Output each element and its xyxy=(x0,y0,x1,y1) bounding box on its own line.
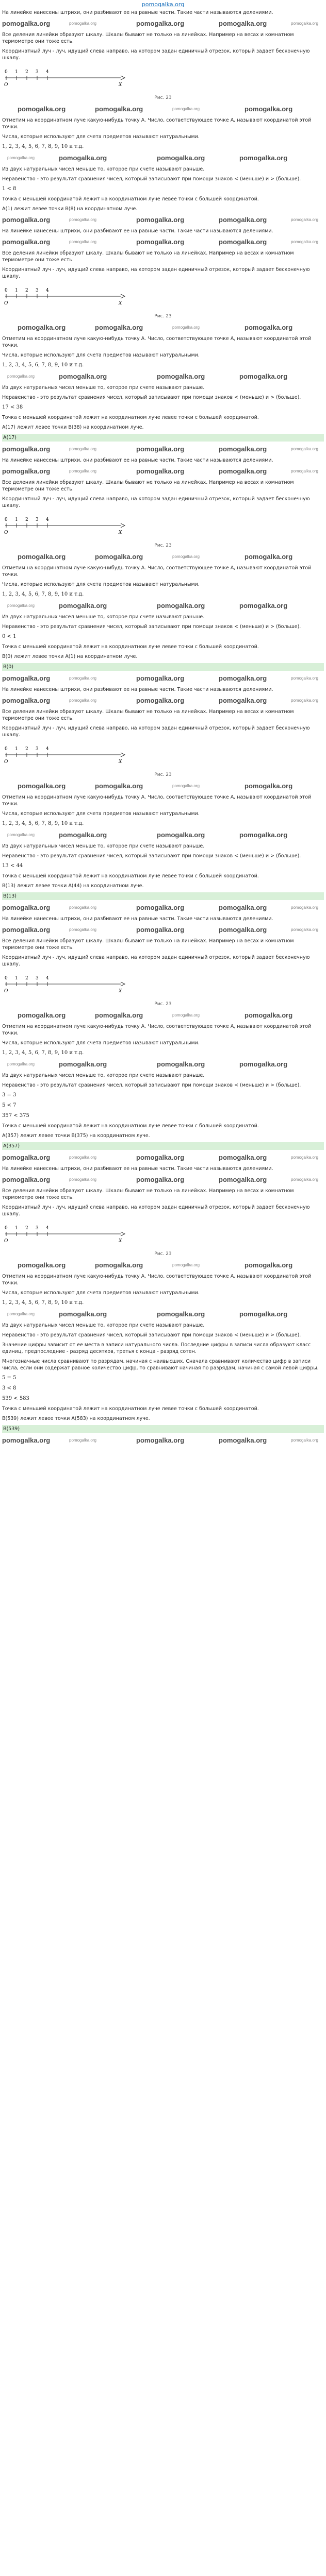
math-line: 1 < 8 xyxy=(2,186,17,192)
paragraph: Числа, которые используют для счета предметов называют натуральными. xyxy=(2,352,200,358)
ray-arrow-icon xyxy=(121,1232,125,1236)
watermark-text: pomogalka.org xyxy=(172,107,200,111)
tick-label: 2 xyxy=(25,517,28,522)
watermark-text: pomogalka.org xyxy=(7,603,35,608)
watermark-text: pomogalka.org xyxy=(244,553,293,561)
watermark-text: pomogalka.org xyxy=(59,154,107,162)
paragraph: Точка с меньшей координатой лежит на координатном луче левее точки с большей координатой. xyxy=(2,644,259,650)
watermark-text: pomogalka.org xyxy=(69,698,96,703)
paragraph: На линейке нанесены штрихи, они разбивают ее на равные части. Такие части называются делениями. xyxy=(2,457,273,463)
watermark-row xyxy=(2,105,324,116)
watermark-text: pomogalka.org xyxy=(219,1154,267,1161)
watermark-text: pomogalka.org xyxy=(239,1310,288,1318)
paragraph: B(0) лежит левее точки A(1) на координатном луче. xyxy=(2,654,138,659)
highlighted-answer: B(0) xyxy=(2,663,324,671)
paragraph: Из двух натуральных чисел меньше то, которое при счете называют раньше. xyxy=(2,614,205,620)
x-label: X xyxy=(119,759,122,765)
watermark-text: pomogalka.org xyxy=(69,217,96,222)
watermark-text: pomogalka.org xyxy=(136,20,185,27)
ray-arrow-icon xyxy=(121,76,125,80)
tick-label: 2 xyxy=(25,747,28,752)
watermark-text: pomogalka.org xyxy=(219,467,267,475)
watermark-text: pomogalka.org xyxy=(136,467,185,475)
math-line: 13 < 44 xyxy=(2,863,23,869)
highlighted-answer: B(13) xyxy=(2,892,324,900)
watermark-text: pomogalka.org xyxy=(172,1263,200,1267)
watermark-row xyxy=(2,323,324,334)
watermark-text: pomogalka.org xyxy=(2,20,51,27)
watermark-row xyxy=(2,782,324,793)
watermark-text: pomogalka.org xyxy=(291,447,318,451)
watermark-text: pomogalka.org xyxy=(291,1438,318,1443)
theory-block xyxy=(2,1165,324,1338)
watermark-text: pomogalka.org xyxy=(69,927,96,932)
math-line: 5 = 5 xyxy=(2,1375,17,1381)
paragraph: Рис. 23 xyxy=(154,1251,172,1257)
math-line: 3 = 3 xyxy=(2,1092,17,1098)
watermark-text: pomogalka.org xyxy=(7,1312,35,1316)
watermark-text: pomogalka.org xyxy=(157,372,205,380)
document-body xyxy=(2,9,324,1447)
watermark-text: pomogalka.org xyxy=(291,676,318,681)
watermark-text: pomogalka.org xyxy=(69,447,96,451)
tick-label: 0 xyxy=(5,747,8,752)
watermark-text: pomogalka.org xyxy=(18,324,66,331)
paragraph: Координатный луч - луч, идущий слева направо, на котором задан единичный отрезок, который задает бесконечную шкалу. xyxy=(2,48,310,61)
paragraph: Неравенство - это результат сравнения чисел, который записывают при помощи знаков < (меньше) и > (больше). xyxy=(2,853,301,859)
watermark-text: pomogalka.org xyxy=(219,216,267,224)
theory-block xyxy=(2,686,324,859)
watermark-text: pomogalka.org xyxy=(7,156,35,160)
watermark-text: pomogalka.org xyxy=(157,602,205,609)
watermark-text: pomogalka.org xyxy=(2,238,51,246)
paragraph: Из двух натуральных чисел меньше то, которое при счете называют раньше. xyxy=(2,385,205,391)
paragraph: Координатный луч - луч, идущий слева направо, на котором задан единичный отрезок, который задает бесконечную шкалу. xyxy=(2,267,310,279)
watermark-text: pomogalka.org xyxy=(2,926,51,934)
math-line: 1, 2, 3, 4, 5, 6, 7, 8, 9, 10 и т.д. xyxy=(2,1050,84,1056)
watermark-text: pomogalka.org xyxy=(172,325,200,330)
paragraph: Числа, которые используют для счета предметов называют натуральными. xyxy=(2,811,200,817)
paragraph: A(1) лежит левее точки B(8) на координатном луче. xyxy=(2,206,138,212)
watermark-text: pomogalka.org xyxy=(239,602,288,609)
watermark-row xyxy=(2,925,324,937)
watermark-text: pomogalka.org xyxy=(172,784,200,788)
tick-label: 3 xyxy=(36,517,39,522)
paragraph: Числа, которые используют для счета предметов называют натуральными. xyxy=(2,1040,200,1046)
tick-label: 1 xyxy=(15,747,18,752)
paragraph: Отметим на координатном луче какую-нибудь точку А. Число, соответствующее точке А, называют координатой этой точки. xyxy=(2,336,312,348)
tick-label: 1 xyxy=(15,1226,18,1231)
watermark-row xyxy=(2,215,324,227)
paragraph: B(13) лежит левее точки A(44) на координатном луче. xyxy=(2,883,144,889)
tick-label: 4 xyxy=(46,1226,49,1231)
watermark-text: pomogalka.org xyxy=(95,105,143,113)
paragraph: Все деления линейки образуют шкалу. Шкалы бывают не только на линейках. Например на весах и комнатном термометре они тоже есть. xyxy=(2,1188,294,1200)
watermark-text: pomogalka.org xyxy=(69,469,96,473)
highlighted-answer: A(357) xyxy=(2,1142,324,1150)
coordinate-ray-figure xyxy=(2,971,324,997)
watermark-text: pomogalka.org xyxy=(7,374,35,379)
watermark-text: pomogalka.org xyxy=(59,602,107,609)
x-label: X xyxy=(119,989,122,994)
paragraph: Все деления линейки образуют шкалу. Шкалы бывают не только на линейках. Например на весах и комнатном термометре они тоже есть. xyxy=(2,480,294,492)
coordinate-ray-figure xyxy=(2,1221,324,1247)
tick-label: 0 xyxy=(5,517,8,522)
tick-label: 4 xyxy=(46,747,49,752)
watermark-text: pomogalka.org xyxy=(157,831,205,839)
math-line: 1, 2, 3, 4, 5, 6, 7, 8, 9, 10 и т.д. xyxy=(2,591,84,597)
math-line: 5 < 7 xyxy=(2,1103,17,1108)
watermark-text: pomogalka.org xyxy=(219,674,267,682)
tick-label: 2 xyxy=(25,288,28,293)
paragraph: Отметим на координатном луче какую-нибудь точку А. Число, соответствующее точке А, называют координатой этой точки. xyxy=(2,117,312,130)
paragraph: На линейке нанесены штрихи, они разбивают ее на равные части. Такие части называются делениями. xyxy=(2,1166,273,1172)
watermark-row xyxy=(2,674,324,685)
paragraph: Из двух натуральных чисел меньше то, которое при счете называют раньше. xyxy=(2,1073,205,1078)
paragraph: Многозначные числа сравнивают по разрядам, начиная с наивысших. Сначала сравнивают количество цифр в записи числа, если они содержат равное количество цифр, то сравнивают начиная по разрядам, начиная с самой левой цифры. xyxy=(2,1359,319,1371)
watermark-text: pomogalka.org xyxy=(244,105,293,113)
watermark-text: pomogalka.org xyxy=(291,905,318,910)
tick-label: 0 xyxy=(5,288,8,293)
watermark-text: pomogalka.org xyxy=(239,372,288,380)
paragraph: На линейке нанесены штрихи, они разбивают ее на равные части. Такие части называются делениями. xyxy=(2,228,273,234)
x-label: X xyxy=(119,530,122,535)
paragraph: Рис. 23 xyxy=(154,314,172,319)
math-line: 1, 2, 3, 4, 5, 6, 7, 8, 9, 10 и т.д. xyxy=(2,144,84,149)
watermark-text: pomogalka.org xyxy=(18,105,66,113)
watermark-text: pomogalka.org xyxy=(291,698,318,703)
tick-label: 3 xyxy=(36,288,39,293)
paragraph: Числа, которые используют для счета предметов называют натуральными. xyxy=(2,582,200,587)
watermark-text: pomogalka.org xyxy=(157,154,205,162)
paragraph: На линейке нанесены штрихи, они разбивают ее на равные части. Такие части называются делениями. xyxy=(2,687,273,692)
watermark-text: pomogalka.org xyxy=(136,216,185,224)
tick-label: 2 xyxy=(25,1226,28,1231)
watermark-row xyxy=(2,1436,324,1447)
watermark-text: pomogalka.org xyxy=(2,216,51,224)
tick-label: 1 xyxy=(15,517,18,522)
x-label: X xyxy=(119,301,122,306)
paragraph: Неравенство - это результат сравнения чисел, который записывают при помощи знаков < (меньше) и > (больше). xyxy=(2,1082,301,1088)
math-line: 3 < 8 xyxy=(2,1385,17,1391)
watermark-row xyxy=(2,552,324,564)
theory-block xyxy=(2,9,324,182)
watermark-text: pomogalka.org xyxy=(95,553,143,561)
watermark-text: pomogalka.org xyxy=(172,554,200,559)
watermark-text: pomogalka.org xyxy=(95,324,143,331)
paragraph: Все деления линейки образуют шкалу. Шкалы бывают не только на линейках. Например на весах и комнатном термометре они тоже есть. xyxy=(2,938,294,951)
watermark-text: pomogalka.org xyxy=(59,1310,107,1318)
watermark-text: pomogalka.org xyxy=(244,782,293,790)
watermark-row xyxy=(2,1310,324,1321)
paragraph: Неравенство - это результат сравнения чисел, который записывают при помощи знаков < (меньше) и > (больше). xyxy=(2,395,301,400)
paragraph: Рис. 23 xyxy=(154,1002,172,1007)
math-line: 1, 2, 3, 4, 5, 6, 7, 8, 9, 10 и т.д. xyxy=(2,821,84,826)
watermark-text: pomogalka.org xyxy=(219,238,267,246)
paragraph: Отметим на координатном луче какую-нибудь точку А. Число, соответствующее точке А, называют координатой этой точки. xyxy=(2,565,312,578)
highlighted-answer: B(539) xyxy=(2,1425,324,1433)
watermark-text: pomogalka.org xyxy=(18,1011,66,1019)
theory-block xyxy=(2,228,324,401)
origin-label: O xyxy=(4,759,8,765)
watermark-row xyxy=(2,1261,324,1272)
watermark-text: pomogalka.org xyxy=(95,1261,143,1269)
watermark-row xyxy=(2,445,324,456)
tick-label: 3 xyxy=(36,1226,39,1231)
watermark-text: pomogalka.org xyxy=(157,1310,205,1318)
watermark-text: pomogalka.org xyxy=(244,1011,293,1019)
math-line: 539 < 583 xyxy=(2,1396,29,1401)
watermark-text: pomogalka.org xyxy=(219,1436,267,1444)
math-line: 357 < 375 xyxy=(2,1113,29,1118)
watermark-text: pomogalka.org xyxy=(136,445,185,453)
tick-label: 0 xyxy=(5,1226,8,1231)
paragraph: Координатный луч - луч, идущий слева направо, на котором задан единичный отрезок, который задает бесконечную шкалу. xyxy=(2,496,310,509)
tick-label: 0 xyxy=(5,70,8,75)
paragraph: Неравенство - это результат сравнения чисел, который записывают при помощи знаков < (меньше) и > (больше). xyxy=(2,624,301,630)
x-label: X xyxy=(119,1239,122,1244)
paragraph: Координатный луч - луч, идущий слева направо, на котором задан единичный отрезок, который задает бесконечную шкалу. xyxy=(2,1205,310,1217)
paragraph: Координатный луч - луч, идущий слева направо, на котором задан единичный отрезок, который задает бесконечную шкалу. xyxy=(2,955,310,967)
paragraph: Значение цифры зависит от ее места в записи натурального числа. Последние цифры в записи числа образуют класс единиц, предпоследние - разряд десятков, третья с конца - разряд сотен. xyxy=(2,1342,311,1354)
paragraph: На линейке нанесены штрихи, они разбивают ее на равные части. Такие части называются делениями. xyxy=(2,10,273,15)
watermark-text: pomogalka.org xyxy=(2,445,51,453)
tick-label: 4 xyxy=(46,70,49,75)
origin-label: O xyxy=(4,301,8,306)
coordinate-ray-figure xyxy=(2,741,324,768)
tick-label: 2 xyxy=(25,70,28,75)
watermark-text: pomogalka.org xyxy=(136,1154,185,1161)
watermark-text: pomogalka.org xyxy=(2,467,51,475)
watermark-row xyxy=(2,1153,324,1164)
watermark-text: pomogalka.org xyxy=(2,1436,51,1444)
tick-label: 2 xyxy=(25,976,28,981)
paragraph: Отметим на координатном луче какую-нибудь точку А. Число, соответствующее точке А, называют координатой этой точки. xyxy=(2,794,312,807)
watermark-text: pomogalka.org xyxy=(18,553,66,561)
ray-arrow-icon xyxy=(121,753,125,757)
tick-label: 1 xyxy=(15,288,18,293)
watermark-text: pomogalka.org xyxy=(136,926,185,934)
origin-label: O xyxy=(4,1239,8,1244)
paragraph: Неравенство - это результат сравнения чисел, который записывают при помощи знаков < (меньше) и > (больше). xyxy=(2,176,301,182)
theory-block xyxy=(2,916,324,1089)
paragraph: Точка с меньшей координатой лежит на координатном луче левее точки с большей координатой. xyxy=(2,1123,259,1129)
watermark-text: pomogalka.org xyxy=(95,782,143,790)
watermark-text: pomogalka.org xyxy=(2,1154,51,1161)
paragraph: Точка с меньшей координатой лежит на координатном луче левее точки с большей координатой. xyxy=(2,873,259,879)
watermark-text: pomogalka.org xyxy=(219,697,267,704)
watermark-text: pomogalka.org xyxy=(291,217,318,222)
paragraph: Из двух натуральных чисел меньше то, которое при счете называют раньше. xyxy=(2,166,205,172)
math-line: 17 < 38 xyxy=(2,404,23,410)
watermark-text: pomogalka.org xyxy=(136,1176,185,1183)
origin-label: O xyxy=(4,82,8,88)
tick-label: 1 xyxy=(15,976,18,981)
ray-arrow-icon xyxy=(121,294,125,298)
watermark-text: pomogalka.org xyxy=(136,674,185,682)
coordinate-ray-figure xyxy=(2,512,324,539)
paragraph: Из двух натуральных чисел меньше то, которое при счете называют раньше. xyxy=(2,843,205,849)
paragraph: Из двух натуральных чисел меньше то, которое при счете называют раньше. xyxy=(2,1323,205,1328)
paragraph: Неравенство - это результат сравнения чисел, который записывают при помощи знаков < (меньше) и > (больше). xyxy=(2,1332,301,1338)
watermark-text: pomogalka.org xyxy=(18,1261,66,1269)
paragraph: Числа, которые используют для счета предметов называют натуральными. xyxy=(2,134,200,140)
coordinate-ray-figure xyxy=(2,64,324,91)
watermark-text: pomogalka.org xyxy=(2,904,51,911)
origin-label: O xyxy=(4,530,8,535)
coordinate-ray-figure xyxy=(2,283,324,310)
paragraph: На линейке нанесены штрихи, они разбивают ее на равные части. Такие части называются делениями. xyxy=(2,916,273,922)
origin-label: O xyxy=(4,989,8,994)
tick-label: 4 xyxy=(46,517,49,522)
watermark-text: pomogalka.org xyxy=(136,904,185,911)
watermark-row xyxy=(2,372,324,383)
watermark-row xyxy=(2,238,324,249)
watermark-row xyxy=(2,831,324,842)
math-line: 0 < 1 xyxy=(2,634,17,639)
paragraph: Точка с меньшей координатой лежит на координатном луче левее точки с большей координатой. xyxy=(2,196,259,202)
watermark-row xyxy=(2,467,324,478)
watermark-text: pomogalka.org xyxy=(69,1438,96,1443)
tick-label: 3 xyxy=(36,70,39,75)
tick-label: 4 xyxy=(46,976,49,981)
math-line: 1, 2, 3, 4, 5, 6, 7, 8, 9, 10 и т.д. xyxy=(2,362,84,368)
watermark-text: pomogalka.org xyxy=(2,1176,51,1183)
site-title-link[interactable]: pomogalka.org xyxy=(141,1,185,8)
watermark-text: pomogalka.org xyxy=(59,1060,107,1068)
paragraph: Все деления линейки образуют шкалу. Шкалы бывают не только на линейках. Например на весах и комнатном термометре они тоже есть. xyxy=(2,250,294,263)
watermark-row xyxy=(2,154,324,165)
watermark-text: pomogalka.org xyxy=(69,1177,96,1182)
watermark-text: pomogalka.org xyxy=(244,324,293,331)
watermark-row xyxy=(2,903,324,914)
watermark-text: pomogalka.org xyxy=(69,240,96,244)
ray-arrow-icon xyxy=(121,982,125,986)
watermark-text: pomogalka.org xyxy=(69,21,96,26)
watermark-text: pomogalka.org xyxy=(18,782,66,790)
watermark-text: pomogalka.org xyxy=(291,1155,318,1160)
watermark-text: pomogalka.org xyxy=(2,697,51,704)
watermark-row xyxy=(2,19,324,30)
paragraph: Отметим на координатном луче какую-нибудь точку А. Число, соответствующее точке А, называют координатой этой точки. xyxy=(2,1274,312,1286)
paragraph: A(357) лежит левее точки B(375) на координатном луче. xyxy=(2,1133,150,1139)
highlighted-answer: A(17) xyxy=(2,434,324,442)
watermark-text: pomogalka.org xyxy=(244,1261,293,1269)
watermark-row xyxy=(2,1175,324,1187)
watermark-text: pomogalka.org xyxy=(69,905,96,910)
theory-block xyxy=(2,457,324,630)
paragraph: B(539) лежит левее точки A(583) на координатном луче. xyxy=(2,1416,150,1421)
watermark-text: pomogalka.org xyxy=(136,1436,185,1444)
watermark-text: pomogalka.org xyxy=(59,831,107,839)
watermark-text: pomogalka.org xyxy=(291,927,318,932)
paragraph: A(17) лежит левее точки B(38) на координатном луче. xyxy=(2,425,144,430)
paragraph: Отметим на координатном луче какую-нибудь точку А. Число, соответствующее точке А, называют координатой этой точки. xyxy=(2,1024,312,1036)
paragraph: Все деления линейки образуют шкалу. Шкалы бывают не только на линейках. Например на весах и комнатном термометре они тоже есть. xyxy=(2,709,294,721)
watermark-text: pomogalka.org xyxy=(239,831,288,839)
watermark-text: pomogalka.org xyxy=(239,154,288,162)
paragraph: Рис. 23 xyxy=(154,772,172,777)
watermark-text: pomogalka.org xyxy=(157,1060,205,1068)
watermark-row xyxy=(2,601,324,613)
watermark-text: pomogalka.org xyxy=(219,20,267,27)
watermark-text: pomogalka.org xyxy=(291,21,318,26)
paragraph: Точка с меньшей координатой лежит на координатном луче левее точки с большей координатой. xyxy=(2,415,259,420)
watermark-text: pomogalka.org xyxy=(219,445,267,453)
watermark-text: pomogalka.org xyxy=(219,926,267,934)
watermark-text: pomogalka.org xyxy=(95,1011,143,1019)
watermark-text: pomogalka.org xyxy=(219,904,267,911)
watermark-text: pomogalka.org xyxy=(172,1013,200,1018)
watermark-text: pomogalka.org xyxy=(291,1177,318,1182)
watermark-row xyxy=(2,1060,324,1071)
tick-label: 0 xyxy=(5,976,8,981)
watermark-text: pomogalka.org xyxy=(136,238,185,246)
watermark-text: pomogalka.org xyxy=(7,1062,35,1066)
watermark-text: pomogalka.org xyxy=(69,1155,96,1160)
tick-label: 1 xyxy=(15,70,18,75)
tick-label: 3 xyxy=(36,747,39,752)
tick-label: 3 xyxy=(36,976,39,981)
paragraph: Координатный луч - луч, идущий слева направо, на котором задан единичный отрезок, который задает бесконечную шкалу. xyxy=(2,725,310,738)
math-line: 1, 2, 3, 4, 5, 6, 7, 8, 9, 10 и т.д. xyxy=(2,1300,84,1306)
watermark-text: pomogalka.org xyxy=(239,1060,288,1068)
watermark-text: pomogalka.org xyxy=(59,372,107,380)
watermark-text: pomogalka.org xyxy=(291,240,318,244)
tick-label: 4 xyxy=(46,288,49,293)
paragraph: Числа, которые используют для счета предметов называют натуральными. xyxy=(2,1290,200,1296)
watermark-row xyxy=(2,1011,324,1022)
watermark-row xyxy=(2,696,324,707)
watermark-text: pomogalka.org xyxy=(291,469,318,473)
x-label: X xyxy=(119,82,122,88)
paragraph: Точка с меньшей координатой лежит на координатном луче левее точки с большей координатой. xyxy=(2,1406,259,1412)
watermark-text: pomogalka.org xyxy=(136,697,185,704)
ray-arrow-icon xyxy=(121,523,125,528)
watermark-text: pomogalka.org xyxy=(2,674,51,682)
watermark-text: pomogalka.org xyxy=(69,676,96,681)
paragraph: Рис. 23 xyxy=(154,95,172,100)
paragraph: Рис. 23 xyxy=(154,543,172,548)
paragraph: Все деления линейки образуют шкалу. Шкалы бывают не только на линейках. Например на весах и комнатном термометре они тоже есть. xyxy=(2,32,294,44)
watermark-text: pomogalka.org xyxy=(219,1176,267,1183)
watermark-text: pomogalka.org xyxy=(7,833,35,837)
